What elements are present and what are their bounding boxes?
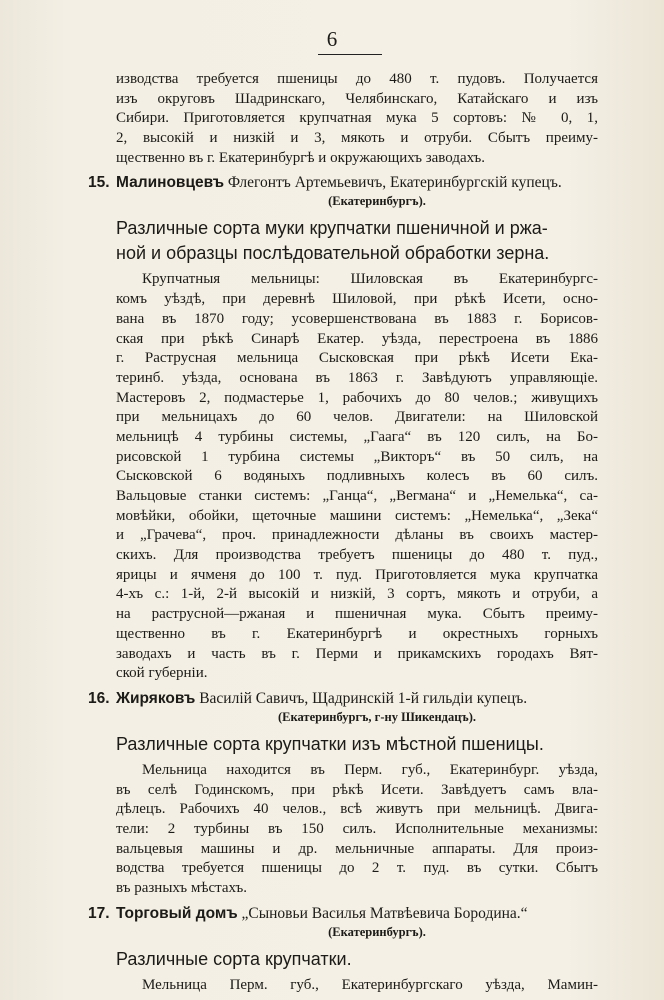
text-line: Мельница Перм. губ., Екатеринбургскаго уѣзда, Мамин- <box>142 976 598 993</box>
exhibitor-details: Флегонтъ Артемьевичъ, Екатеринбургскій купецъ. <box>224 174 562 192</box>
text-line: Сибири. Приготовляется крупчатная мука 5 сортовъ: № 0, 1, <box>116 110 598 127</box>
text-line: Крупчатныя мельницы: Шиловская въ Екатеринбургс- <box>142 271 598 288</box>
catalog-entry-17 <box>88 903 598 996</box>
text-line: мовѣйки, обойки, щеточные машини системъ: „Немелька“, „Зека“ <box>116 507 598 524</box>
exhibit-title-line: Различные сорта муки крупчатки пшеничной и ржа- <box>116 218 548 239</box>
text-line: Мельница находится въ Перм. губ., Екатеринбург. уѣзда, <box>142 761 598 778</box>
text-line: ской губерніи. <box>116 665 208 682</box>
page-number: 6 <box>326 27 338 51</box>
catalog-entry-15 <box>88 172 598 683</box>
text-line: вальцевыя машины и др. мельничные аппараты. Для произ- <box>116 840 598 857</box>
exhibitor-surname: Малиновцевъ <box>116 174 225 192</box>
exhibitor-details: Василій Савичъ, Щадринскій 1-й гильдіи купецъ. <box>195 689 528 707</box>
text-line: рисовской 1 турбина системы „Викторъ“ въ 50 силъ, на <box>116 448 598 465</box>
catalog-entry-16 <box>88 688 598 899</box>
text-line: 2, высокій и низкій и 3, мякоть и отруби. Сбытъ преиму- <box>116 130 598 147</box>
text-line: въ селѣ Годинскомъ, при рѣкѣ Исети. Завѣдуетъ самъ вла- <box>116 781 598 798</box>
text-line: г. Раструсная мельница Сысковская при рѣкѣ Исети Ека- <box>116 350 598 367</box>
text-line: изводства требуется пшеницы до 480 т. пудовъ. Получается <box>116 71 598 87</box>
text-line: и „Грачева“, проч. принадлежности дѣланы въ своихъ мастер- <box>116 527 598 544</box>
text-line: въ разныхъ мѣстахъ. <box>116 880 247 896</box>
entry-description <box>116 976 598 996</box>
exhibitor-surname: Торговый домъ <box>116 904 238 922</box>
entry-heading <box>88 172 598 193</box>
text-line: Сысковской 6 водяныхъ подливныхъ колесъ въ 60 силъ. <box>116 468 598 485</box>
text-line: скихъ. Для производства требуетъ пшеницы до 480 т. пуд., <box>116 547 598 564</box>
exhibit-title: Различные сорта крупчатки изъ мѣстной пшеницы. <box>116 733 544 754</box>
text-line: при мельницахъ до 60 челов. Двигатели: на Шиловской <box>116 409 598 426</box>
entry-number: 16. <box>88 689 110 707</box>
text-line: щественно въ г. Екатеринбургѣ и окрестныхъ горныхъ <box>116 625 598 642</box>
text-line: теринб. уѣзда, основана въ 1863 г. Завѣдуютъ управляющіе. <box>116 369 598 386</box>
text-line: вана въ 1870 году; усовершенствована въ 1883 г. Борисов- <box>116 310 598 327</box>
text-line: мельницѣ 4 турбины системы, „Гаага“ въ 120 силъ, на Бо- <box>116 428 598 445</box>
text-line: ская при рѣкѣ Синарѣ Екатер. уѣзда, перестроена въ 1886 <box>116 330 598 347</box>
entry-city: (Екатеринбургъ). <box>328 194 426 209</box>
exhibitor-details: „Сыновьи Василья Матвѣевича Бородина.“ <box>237 904 528 922</box>
entry-city: (Екатеринбургъ, г-ну Шикендацъ). <box>277 709 476 724</box>
text-line: изъ округовъ Шадринскаго, Челябинскаго, Катайскаго и изъ <box>116 90 598 107</box>
text-line: дѣлецъ. Рабочихъ 40 челов., всѣ живутъ при мельницѣ. Двига- <box>116 801 598 818</box>
text-line: щественно въ г. Екатеринбургѣ и окружающихъ заводахъ. <box>116 149 486 166</box>
text-line: Вальцовые станки системъ: „Ганца“, „Вегмана“ и „Немелька“, са- <box>116 488 598 504</box>
exhibit-title: Различные сорта крупчатки. <box>116 948 352 969</box>
text-line: заводахъ и часть въ г. Перми и прикамскихъ городахъ Вят- <box>116 645 598 662</box>
exhibitor-surname: Жиряковъ <box>116 689 196 707</box>
entry-description <box>116 270 598 683</box>
text-line: ярицы и ячменя до 100 т. пуд. Приготовляется мука крупчатка <box>116 566 598 583</box>
page-body <box>88 70 598 995</box>
exhibit-title <box>116 216 598 266</box>
intro-paragraph <box>116 70 598 168</box>
entry-city: (Екатеринбургъ). <box>328 924 426 939</box>
text-line: на раструсной—ржаная и пшеничная мука. Сбытъ преиму- <box>116 606 598 623</box>
entry-description <box>116 761 598 899</box>
text-line: водства требуется пшеницы до 2 т. пуд. въ сутки. Сбытъ <box>116 860 598 877</box>
entry-number: 15. <box>88 174 110 192</box>
text-line: тели: 2 турбины въ 150 силъ. Исполнительные механизмы: <box>116 820 598 837</box>
text-line: Мастеровъ 2, подмастерье 1, рабочихъ до 80 челов.; живущихъ <box>116 389 598 406</box>
text-line: комъ уѣздѣ, при деревнѣ Шиловой, при рѣкѣ Исети, осно- <box>116 291 598 308</box>
exhibit-title-line: ной и образцы послѣдовательной обработки зерна. <box>116 243 550 264</box>
entry-heading <box>88 688 598 709</box>
header-rule <box>318 54 382 55</box>
entry-heading <box>88 903 598 924</box>
text-line: 4-хъ с.: 1-й, 2-й высокій и низкій, 3 сортъ, мякоть и отруби, а <box>116 586 598 603</box>
entry-number: 17. <box>88 904 110 922</box>
